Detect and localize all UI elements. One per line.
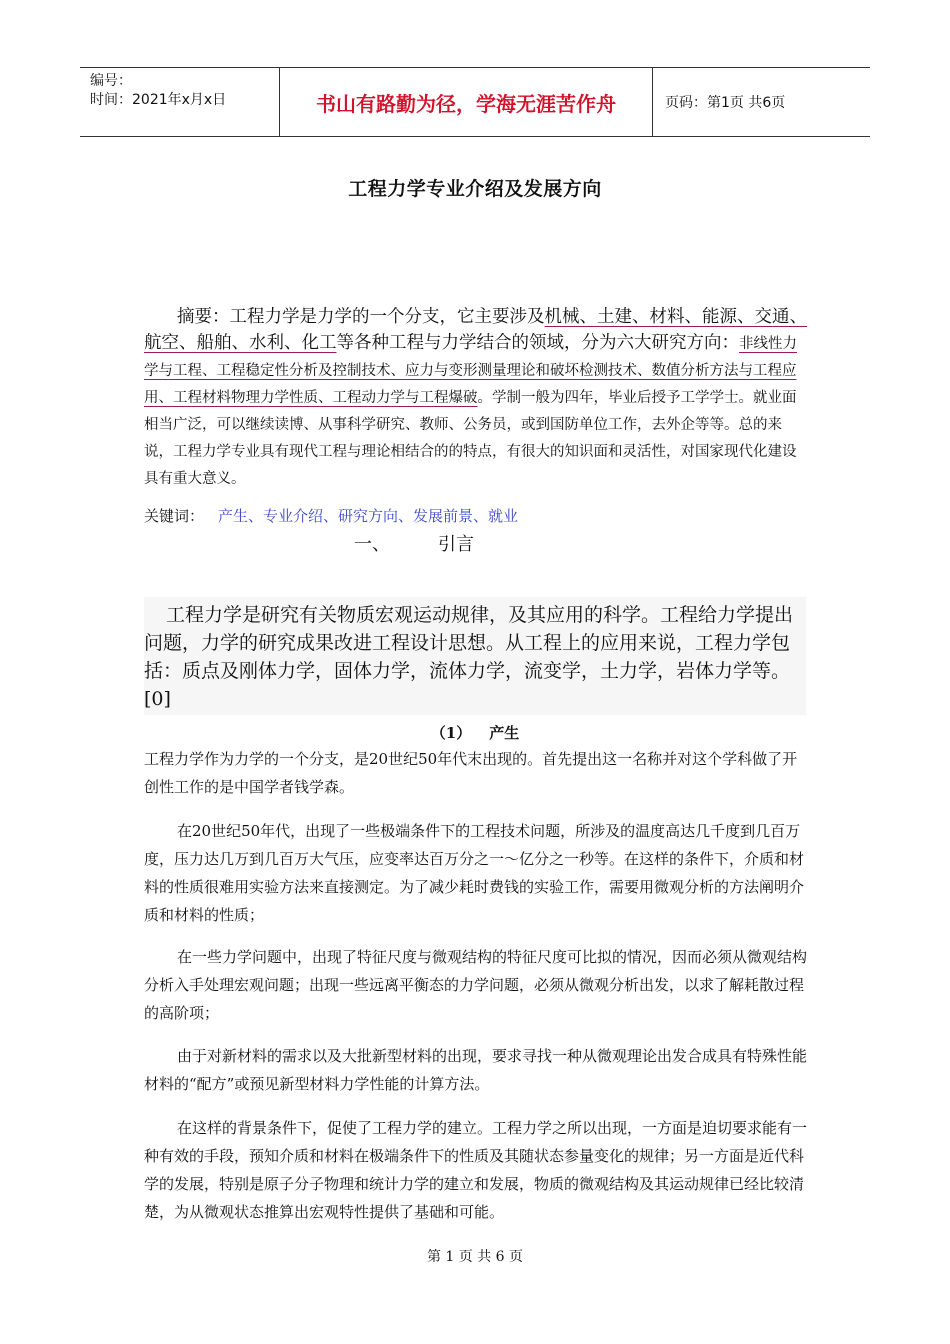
abstract-fields: 机械、土建、材料、能源、交通、航空、船舶、水利、化工 — [144, 307, 807, 353]
intro-paragraph: 工程力学是研究有关物质宏观运动规律，及其应用的科学。工程给力学提出问题，力学的研究成果改进工程设计思想。从工程上的应用来说，工程力学包括：质点及刚体力学，固体力学，流体力学，流变学，土力学，岩体力学等。[0] — [144, 597, 806, 715]
keywords-list: 产生、专业介绍、研究方向、发展前景、就业 — [218, 507, 519, 525]
page-footer: 第 1 页 共 6 页 — [426, 1249, 524, 1265]
abstract-after-directions: 。学制 — [477, 390, 521, 406]
abstract-lead: 摘要：工程力学是力学的一个分支，它主要涉及 — [177, 307, 545, 327]
body-paragraph: 在20世纪50年代，出现了一些极端条件下的工程技术问题，所涉及的温度高达几千度到几百万度，压力达几万到几百万大气压，应变率达百万分之一～亿分之一秒等。在这样的条件下，介质和材料的性质很难用实验方法来直接测定。为了减少耗时费钱的实验工作，需要用微观分析的方法阐明介质和材料的性质； — [144, 822, 805, 924]
abstract — [144, 304, 810, 492]
subsection-title: 产生 — [489, 724, 520, 742]
section-number: 一、 — [354, 534, 390, 555]
body-paragraph: 工程力学作为力学的一个分支，是20世纪50年代末出现的。首先提出这一名称并对这个学科做了开创性工作的是中国学者钱学森。 — [144, 750, 798, 796]
subsection-heading — [0, 722, 950, 743]
subsection-number: （1） — [430, 724, 472, 742]
document-title: 工程力学专业介绍及发展方向 — [348, 178, 602, 200]
keywords-line — [144, 505, 518, 526]
abstract-mid: 等各种工程与力学结合的领域，分为六大研究方向： — [336, 333, 739, 353]
header-motto: 书山有路勤为径，学海无涯苦作舟 — [280, 68, 653, 136]
body-paragraph: 在这样的背景条件下，促使了工程力学的建立。工程力学之所以出现，一方面是迫切要求能有一种有效的手段，预知介质和材料在极端条件下的性质及其随状态参量变化的规律；另一方面是近代科学的发展，特别是原子分子物理和统计力学的建立和发展，物质的微观结构及其运动规律已经比较清楚，为从微观状态推算出宏观特性提供了基础和可能。 — [144, 1119, 808, 1221]
body-paragraph: 由于对新材料的需求以及大批新型材料的出现，要求寻找一种从微观理论出发合成具有特殊性能材料的“配方”或预见新型材料力学性能的计算方法。 — [144, 1047, 808, 1093]
abstract-directions: 非线性力学与工程、工程稳定性分析及控制技术、应力与变形测量理论和破坏检测技术、数值分析方法与工程应用、工程材料物理力学性质、工程动力学与工程爆破 — [144, 336, 797, 406]
serial-label: 编号： — [90, 73, 132, 89]
body-paragraph: 在一些力学问题中，出现了特征尺度与微观结构的特征尺度可比拟的情况，因而必须从微观结构分析入手处理宏观问题；出现一些远离平衡态的力学问题，必须从微观分析出发，以求了解耗散过程的高阶项； — [144, 948, 808, 1022]
header-page-info: 页码：第1页 共6页 — [665, 95, 786, 111]
section-heading — [354, 530, 474, 556]
keywords-label: 关键词： — [144, 507, 205, 525]
section-title: 引言 — [438, 534, 474, 555]
abstract-rest: 一般为四年，毕业后授予工学学士。就业面相当广泛，可以继续读博、从事科学研究、教师、公务员，或到国防单位工作，去外企等等。总的来说，工程力学专业具有现代工程与理论相结合的的特点，有很大的知识面和灵活性，对国家现代化建设具有重大意义。 — [144, 390, 797, 487]
time-label: 时间：2021年x月x日 — [90, 92, 227, 108]
header-meta — [80, 68, 280, 136]
header-table — [80, 67, 870, 137]
